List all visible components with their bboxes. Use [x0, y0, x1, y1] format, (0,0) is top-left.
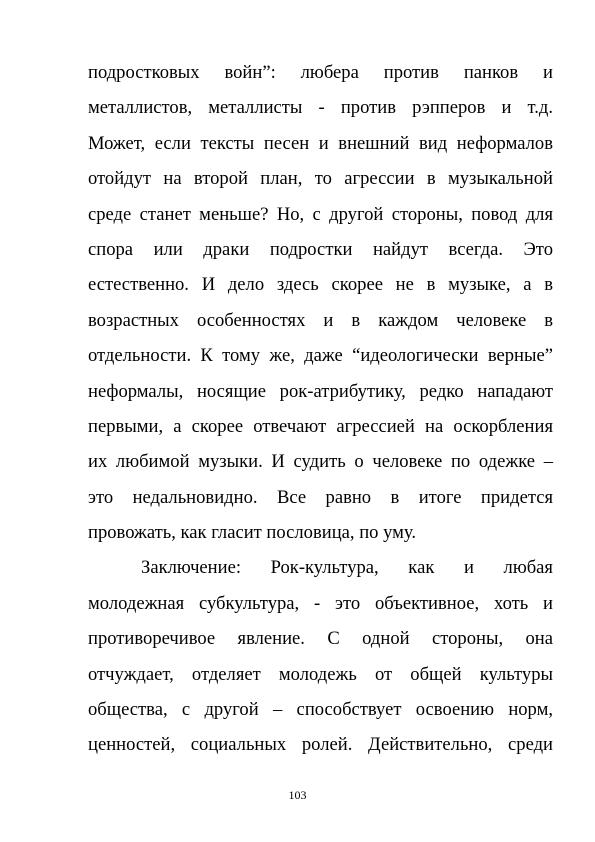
paragraph-2-line-6: ценностей, социальных ролей. Действительно, среди [88, 734, 553, 756]
paragraph-2-line-4: отчуждает, отделяет молодежь от общей культуры [88, 663, 553, 685]
paragraph-1-line-6: спора или драки подростки найдут всегда. Это [88, 238, 553, 260]
paragraph-1-line-11: первыми, а скорее отвечают агрессией на оскорбления [88, 415, 553, 437]
paragraph-1-line-10: неформалы, носящие рок-атрибутику, редко нападают [88, 380, 553, 402]
paragraph-2-line-3: противоречивое явление. С одной стороны, она [88, 628, 553, 650]
page-number: 103 [288, 788, 307, 802]
paragraph-1-line-14: провожать, как гласит пословица, по уму. [88, 522, 416, 544]
paragraph-1-line-8: возрастных особенностях и в каждом человеке в [88, 309, 553, 331]
paragraph-1-line-2: металлистов, металлисты - против рэпперов и т.д. [88, 97, 553, 119]
paragraph-1-line-9: отдельности. К тому же, даже “идеологически верные” [88, 345, 553, 367]
paragraph-1-line-4: отойдут на второй план, то агрессии в музыкальной [88, 168, 553, 190]
paragraph-1-line-1: подростковых войн”: люберa против панков и [88, 62, 553, 83]
paragraph-1-line-13: это недальновидно. Все равно в итоге придется [88, 486, 553, 508]
paragraph-1-line-7: естественно. И дело здесь скорее не в музыке, а в [88, 274, 553, 296]
paragraph-1-line-3: Может, если тексты песен и внешний вид неформалов [88, 132, 553, 154]
paragraph-1-line-12: их любимой музыки. И судить о человеке по одежке – [88, 451, 553, 473]
paragraph-2-line-2: молодежная субкультура, - это объективное, хоть и [88, 592, 553, 614]
paragraph-2-line-5: общества, с другой – способствует освоению норм, [88, 699, 553, 721]
paragraph-1-line-5: среде станет меньше? Но, с другой стороны, повод для [88, 203, 553, 225]
paragraph-2-line-1: Заключение: Рок-культура, как и любая [141, 557, 553, 579]
body-text [88, 55, 553, 763]
